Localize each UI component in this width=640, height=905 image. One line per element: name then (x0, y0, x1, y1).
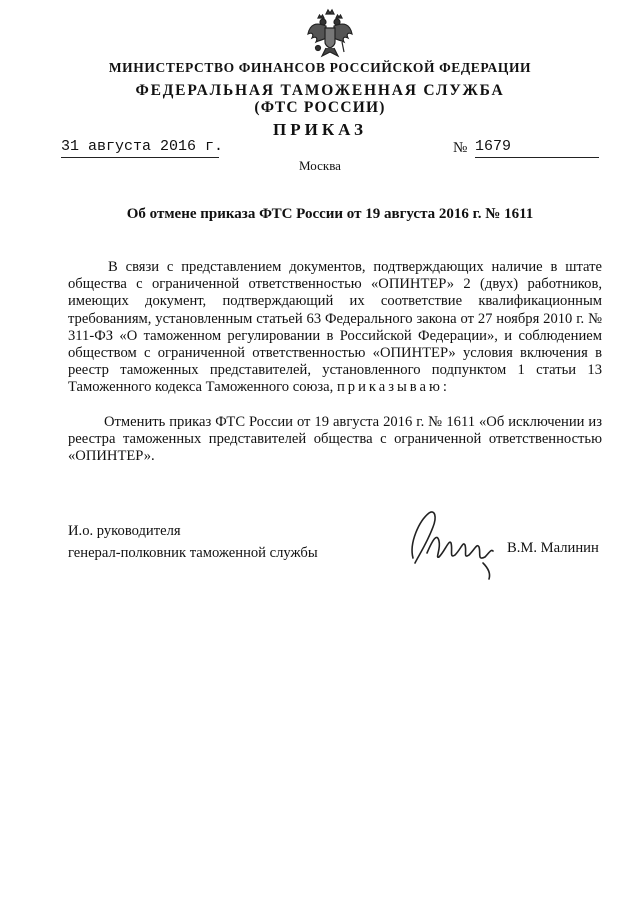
service-short-name: (ФТС РОССИИ) (254, 99, 386, 116)
body-paragraph-2: Отменить приказ ФТС России от 19 августа 2016 г. № 1611 «Об исключении из реестра таможенных представителей общества с ограниченной ответственностью «ОПИНТЕР». (68, 414, 602, 465)
number-sign: № (453, 140, 468, 156)
order-word: приказываю: (336, 379, 450, 396)
signatory-name: В.М. Малинин (507, 540, 599, 556)
ministry-name: МИНИСТЕРСТВО ФИНАНСОВ РОССИЙСКОЙ ФЕДЕРАЦИИ (108, 60, 532, 75)
body-paragraph-1-text: В связи с представлением документов, подтверждающих наличие в штате общества с ограниченной ответственностью «ОПИНТЕР» 2 (двух) работников, имеющих документ, подтверждающий их соответствие квалификационным требованиям, установленным статьей 63 Федерального закона от 27 ноября 2010 г. № 311-ФЗ «О таможенном регулировании в Российской Федерации», и соблюдением обществом с ограниченной ответственностью «ОПИНТЕР» условия включения в реестр таможенных представителей, установленного подпунктом 1 статьи 13 Таможенного кодекса Таможенного союза, (68, 259, 602, 396)
order-date: 31 августа 2016 г. (61, 137, 219, 158)
handwritten-signature (405, 503, 505, 583)
document-type: ПРИКАЗ (273, 120, 367, 139)
coat-of-arms-icon (306, 8, 354, 64)
order-number: 1679 (475, 137, 599, 158)
body-paragraph-1 (68, 259, 602, 397)
city: Москва (299, 158, 341, 173)
order-title: Об отмене приказа ФТС России от 19 августа 2016 г. № 1611 (126, 206, 534, 222)
signatory-position (68, 520, 318, 564)
signatory-position-line-2: генерал-полковник таможенной службы (68, 545, 318, 561)
signatory-position-line-1: И.о. руководителя (68, 523, 181, 539)
service-name: ФЕДЕРАЛЬНАЯ ТАМОЖЕННАЯ СЛУЖБА (135, 82, 505, 99)
